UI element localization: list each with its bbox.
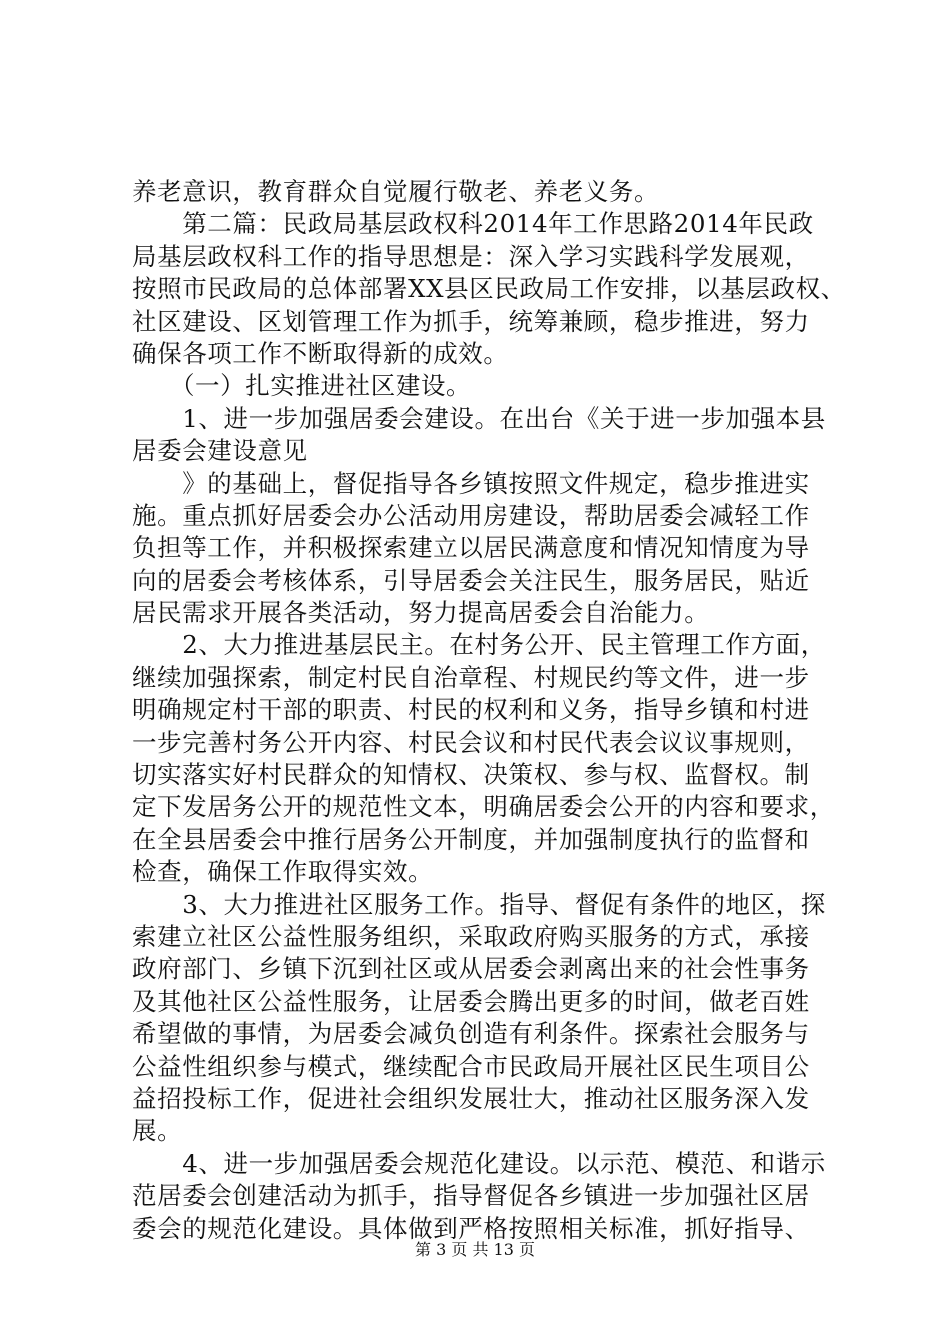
text-line: 继续加强探索，制定村民自治章程、村规民约等文件，进一步 [132,662,810,692]
body-text [132,176,846,1245]
text-line: 按照市民政局的总体部署XX县区民政局工作安排，以基层政权、 [132,274,846,304]
text-line: 局基层政权科工作的指导思想是：深入学习实践科学发展观， [132,241,810,271]
text-line: 展。 [132,1116,183,1146]
text-line: 施。重点抓好居委会办公活动用房建设，帮助居委会减轻工作 [132,500,810,530]
text-line: 养老意识，教育群众自觉履行敬老、养老义务。 [132,177,660,206]
text-line: 希望做的事情，为居委会减负创造有利条件。探索社会服务与 [132,1019,810,1049]
text-line: 负担等工作，并积极探索建立以居民满意度和情况知情度为导 [132,533,810,563]
text-line: 第二篇：民政局基层政权科2014年工作思路2014年民政 [132,209,814,239]
text-line: （一）扎实推进社区建设。 [132,371,472,401]
text-line: 范居委会创建活动为抓手，指导督促各乡镇进一步加强社区居 [132,1181,810,1211]
text-line: 检查，确保工作取得实效。 [132,857,434,887]
text-line: 向的居委会考核体系，引导居委会关注民生，服务居民，贴近 [132,565,810,595]
text-line: 定下发居务公开的规范性文本，明确居委会公开的内容和要求， [132,792,835,822]
text-line: 政府部门、乡镇下沉到社区或从居委会剥离出来的社会性事务 [132,954,810,984]
text-line: 3、大力推进社区服务工作。指导、督促有条件的地区，探 [132,889,826,919]
text-line: 及其他社区公益性服务，让居委会腾出更多的时间，做老百姓 [132,986,810,1016]
text-line: 明确规定村干部的职责、村民的权利和义务，指导乡镇和村进 [132,695,810,725]
text-line: 4、进一步加强居委会规范化建设。以示范、模范、和谐示 [132,1148,826,1178]
text-line: 社区建设、区划管理工作为抓手，统筹兼顾，稳步推进，努力 [132,306,810,336]
text-line: 居民需求开展各类活动，努力提高居委会自治能力。 [132,598,710,628]
text-line: 居委会建设意见 [132,436,308,466]
text-line: 》的基础上，督促指导各乡镇按照文件规定，稳步推进实 [132,468,810,498]
text-line: 索建立社区公益性服务组织，采取政府购买服务的方式，承接 [132,921,810,951]
text-line: 切实落实好村民群众的知情权、决策权、参与权、监督权。制 [132,760,810,790]
text-line: 一步完善村务公开内容、村民会议和村民代表会议议事规则， [132,727,810,757]
text-line: 益招投标工作，促进社会组织发展壮大，推动社区服务深入发 [132,1083,810,1113]
text-line: 2、大力推进基层民主。在村务公开、民主管理工作方面， [132,630,826,660]
text-line: 1、进一步加强居委会建设。在出台《关于进一步加强本县 [132,403,826,433]
text-line: 委会的规范化建设。具体做到严格按照相关标准，抓好指导、 [132,1213,810,1243]
text-line: 确保各项工作不断取得新的成效。 [132,338,509,368]
text-line: 公益性组织参与模式，继续配合市民政局开展社区民生项目公 [132,1051,810,1081]
text-line: 在全县居委会中推行居务公开制度，并加强制度执行的监督和 [132,824,810,854]
page-number-footer: 第 3 页 共 13 页 [415,1240,535,1259]
